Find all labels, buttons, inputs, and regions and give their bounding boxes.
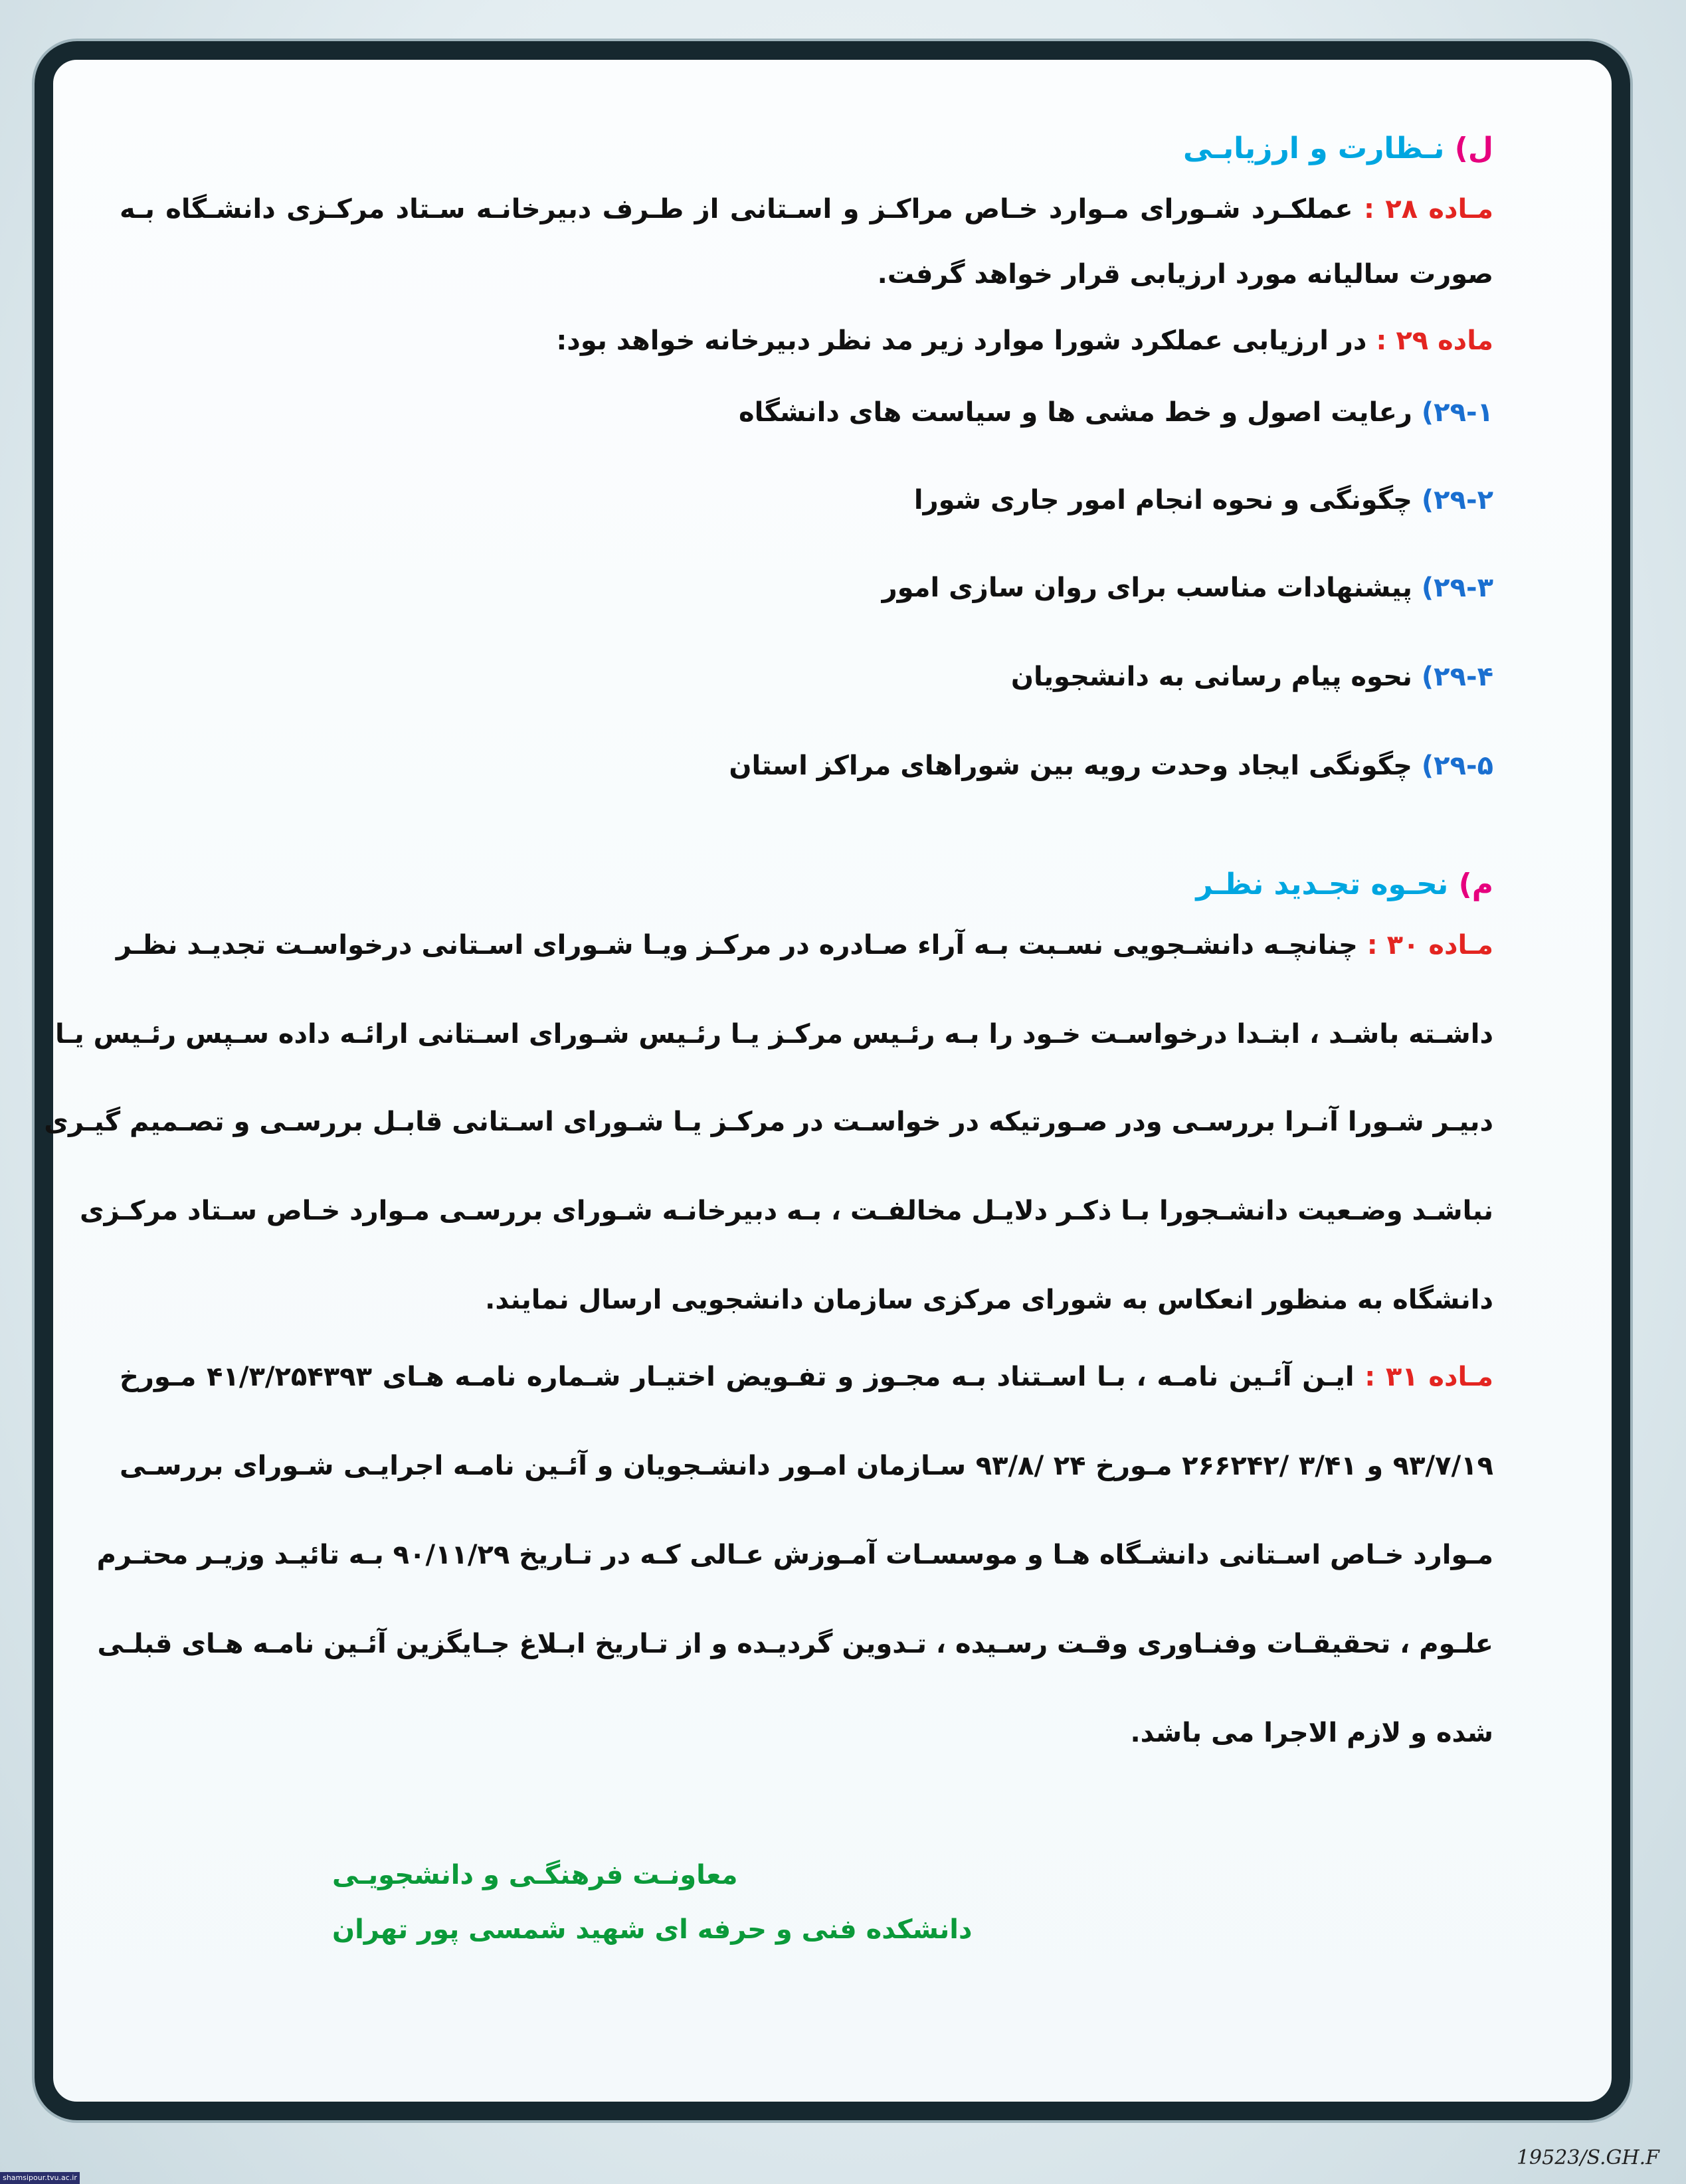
list-item-text: پیشنهادات مناسب برای روان سازی امور [882,573,1412,603]
article-30-line-4: نباشـد وضـعیت دانشـجورا بـا ذکـر دلایـل مخالفـت ، بـه دبیرخانـه شـورای بررسـی مـوارد خـاص سـتاد مرکـزی [80,1196,1493,1226]
section-heading-m [1196,867,1493,901]
article-label: مـاده ۳۱ : [1364,1362,1494,1392]
article-text: ایـن آئـین نامـه ، بـا اسـتناد بـه مجـوز و تفـویض اختیـار شـماره نامـه هـای ۴۱/۳/۲۵۴۳۹۳ مـورخ [120,1362,1355,1392]
list-item-number: ۲۹-۳) [1421,573,1493,603]
list-item-text: رعایت اصول و خط مشی ها و سیاست های دانشگاه [739,397,1412,428]
article-29-intro [120,325,1493,356]
article-text: در ارزیابی عملکرد شورا موارد زیر مد نظر دبیرخانه خواهد بود: [556,325,1367,356]
site-logo: shamsipour.tvu.ac.ir [0,2172,80,2184]
section-title: نحـوه تجـدید نظـر [1196,867,1449,901]
list-item [739,397,1493,428]
article-30-line-1 [116,930,1493,960]
document-code: 19523/S.GH.F [1516,2146,1659,2169]
article-31-line-5: شده و لازم الاجرا می باشد. [1130,1718,1493,1748]
article-30-line-2: داشـته باشـد ، ابتـدا درخواسـت خـود را بـه رئـیس مرکـز یـا رئـیس شـورای اسـتانی ارائـه داده سـپس رئـیس یـا [54,1019,1493,1049]
section-letter: ل) [1454,132,1493,165]
list-item-number: ۲۹-۱) [1421,397,1493,428]
article-label: ماده ۲۹ : [1376,325,1493,356]
list-item-number: ۲۹-۲) [1421,485,1493,515]
article-31-line-1 [120,1362,1493,1392]
article-text: عملکـرد شـورای مـوارد خـاص مراکـز و اسـتانی از طـرف دبیرخانـه سـتاد مرکـزی دانشـگاه بـه [120,194,1353,225]
article-label: مـاده ۲۸ : [1363,194,1494,225]
article-label: مـاده ۳۰ : [1366,930,1493,960]
list-item-number: ۲۹-۵) [1421,751,1493,781]
list-item [914,485,1493,515]
article-31-line-4: علـوم ، تحقیقـات وفنـاوری وقـت رسـیده ، تـدوین گردیـده و از تـاریخ ابـلاغ جـایگزین آئـین نامـه هـای قبلـی [97,1629,1493,1659]
footer-college: دانشکده فنی و حرفه ای شهید شمسی پور تهران [332,1914,973,1945]
list-item-text: نحوه پیام رسانی به دانشجویان [1010,662,1412,692]
list-item [882,573,1493,603]
article-31-line-3: مـوارد خـاص اسـتانی دانشـگاه هـا و موسسـات آمـوزش عـالی کـه در تـاریخ ۹۰/۱۱/۲۹ بـه تائیـد وزیـر محتـرم [96,1540,1493,1570]
article-31-line-2: ۹۳/۷/۱۹ و ۳/۴۱ /۲۶۶۲۴۲ مـورخ ۲۴ /۹۳/۸ سـازمان امـور دانشـجویان و آئـین نامـه اجرایـی شـورای بررسـی [120,1451,1494,1481]
list-item-number: ۲۹-۴) [1421,662,1493,692]
article-30-line-5: دانشگاه به منظور انعکاس به شورای مرکزی سازمان دانشجویی ارسال نمایند. [485,1285,1493,1315]
section-letter: م) [1458,867,1493,901]
list-item-text: چگونگی و نحوه انجام امور جاری شورا [913,485,1412,515]
article-text: چنانچـه دانشـجویی نسـبت بـه آراء صـادره در مرکـز ویـا شـورای اسـتانی درخواسـت تجدیـد نظـر [116,930,1358,960]
list-item [1011,662,1493,692]
article-28-line-1 [120,194,1493,225]
section-heading-l [1183,132,1493,165]
list-item [729,751,1493,781]
article-30-line-3: دبیـر شـورا آنـرا بررسـی ودر صـورتیکه در خواسـت در مرکـز یـا شـورای اسـتانی قابـل بررسـی و تصـمیم گیـری [44,1107,1493,1137]
footer-deputy: معاونـت فرهنگـی و دانشجویـی [332,1860,738,1890]
section-title: نـظارت و ارزیابـی [1183,132,1445,165]
article-28-line-2: صورت سالیانه مورد ارزیابی قرار خواهد گرفت. [877,259,1493,290]
list-item-text: چگونگی ایجاد وحدت رویه بین شوراهای مراکز استان [729,751,1412,781]
